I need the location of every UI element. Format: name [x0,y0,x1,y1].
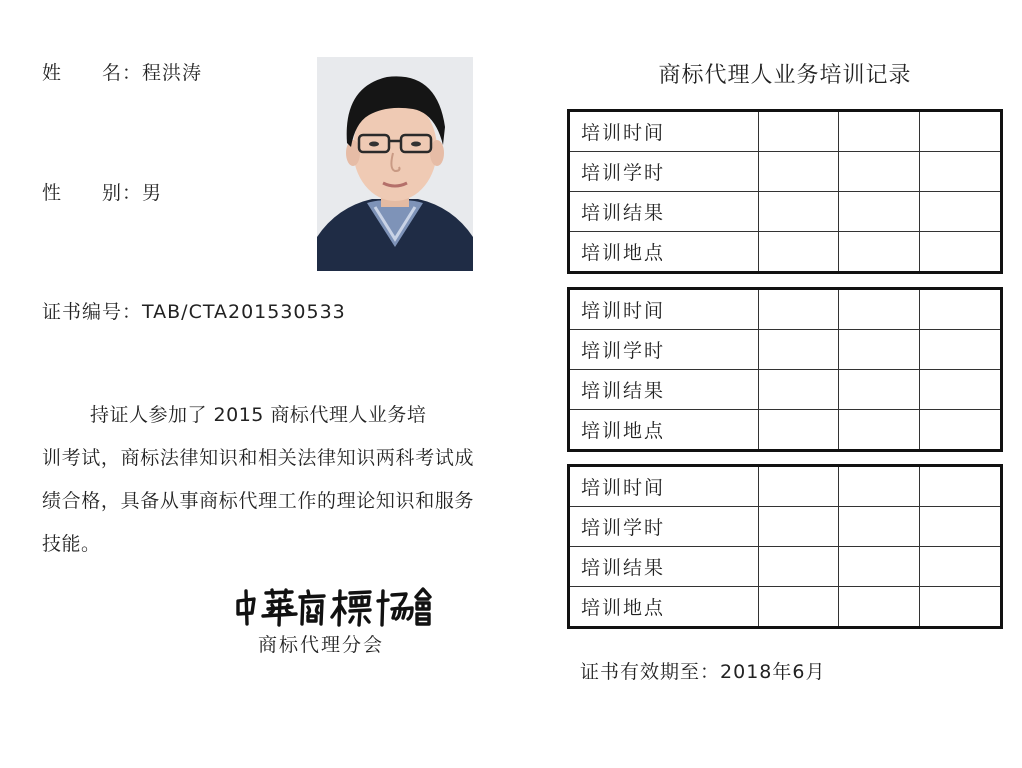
table-cell [839,466,920,507]
row-label: 培训时间 [569,466,759,507]
table-cell [920,192,1002,232]
row-label: 培训地点 [569,232,759,273]
table-cell [920,111,1002,152]
row-label: 培训结果 [569,370,759,410]
holder-photo [317,57,473,271]
table-cell [758,370,839,410]
table-cell [839,587,920,628]
table-row [569,152,1002,192]
statement-line-1: 持证人参加了 2015 商标代理人业务培 [90,404,427,426]
issuer-branch: 商标代理分会 [258,634,385,656]
table-cell [920,466,1002,507]
validity-field [580,657,825,684]
table-row [569,330,1002,370]
table-row [569,410,1002,451]
table-cell [839,192,920,232]
gender-field [42,178,162,205]
table-cell [920,547,1002,587]
name-label: 姓 名： [42,62,143,84]
table-row [569,232,1002,273]
table-cell [839,152,920,192]
table-cell [758,289,839,330]
training-record-table-3 [567,464,1003,629]
row-label: 培训地点 [569,587,759,628]
table-cell [839,410,920,451]
portrait-image [317,57,473,271]
table-cell [758,587,839,628]
table-cell [839,232,920,273]
table-cell [758,466,839,507]
table-row [569,507,1002,547]
table-row [569,289,1002,330]
table-cell [758,232,839,273]
row-label: 培训时间 [569,289,759,330]
table-cell [920,410,1002,451]
table-cell [839,370,920,410]
validity-value: 2018年6月 [720,661,826,683]
table-cell [920,507,1002,547]
name-field [42,58,202,85]
table-row [569,111,1002,152]
table-cell [920,232,1002,273]
row-label: 培训结果 [569,547,759,587]
training-record-table-2 [567,287,1003,452]
table-row [569,587,1002,628]
table-cell [920,330,1002,370]
table-cell [839,111,920,152]
certificate-number-value: TAB/CTA201530533 [142,301,346,323]
statement-rest: 训考试，商标法律知识和相关法律知识两科考试成绩合格，具备从事商标代理工作的理论知识和服务技能。 [42,447,474,555]
training-record-title: 商标代理人业务培训记录 [658,63,912,88]
table-cell [758,410,839,451]
row-label: 培训时间 [569,111,759,152]
certificate-number-label: 证书编号： [42,301,143,323]
row-label: 培训学时 [569,152,759,192]
row-label: 培训地点 [569,410,759,451]
table-cell [839,547,920,587]
table-cell [920,370,1002,410]
row-label: 培训学时 [569,507,759,547]
table-row [569,466,1002,507]
certificate-statement [42,394,474,566]
gender-value: 男 [142,182,163,204]
certificate-number-field [42,297,346,324]
table-cell [920,587,1002,628]
association-calligraphy-logo [232,587,432,627]
training-record-table-1 [567,109,1003,274]
table-cell [839,289,920,330]
table-cell [758,192,839,232]
table-cell [839,330,920,370]
table-cell [758,330,839,370]
table-cell [758,111,839,152]
table-cell [920,289,1002,330]
table-cell [839,507,920,547]
table-cell [758,152,839,192]
table-cell [758,507,839,547]
row-label: 培训学时 [569,330,759,370]
gender-label: 性 别： [42,182,143,204]
name-value: 程洪涛 [142,62,203,84]
calligraphy-mark [232,587,432,627]
row-label: 培训结果 [569,192,759,232]
table-row [569,547,1002,587]
table-row [569,370,1002,410]
validity-label: 证书有效期至： [580,661,721,683]
table-cell [758,547,839,587]
table-row [569,192,1002,232]
table-cell [920,152,1002,192]
